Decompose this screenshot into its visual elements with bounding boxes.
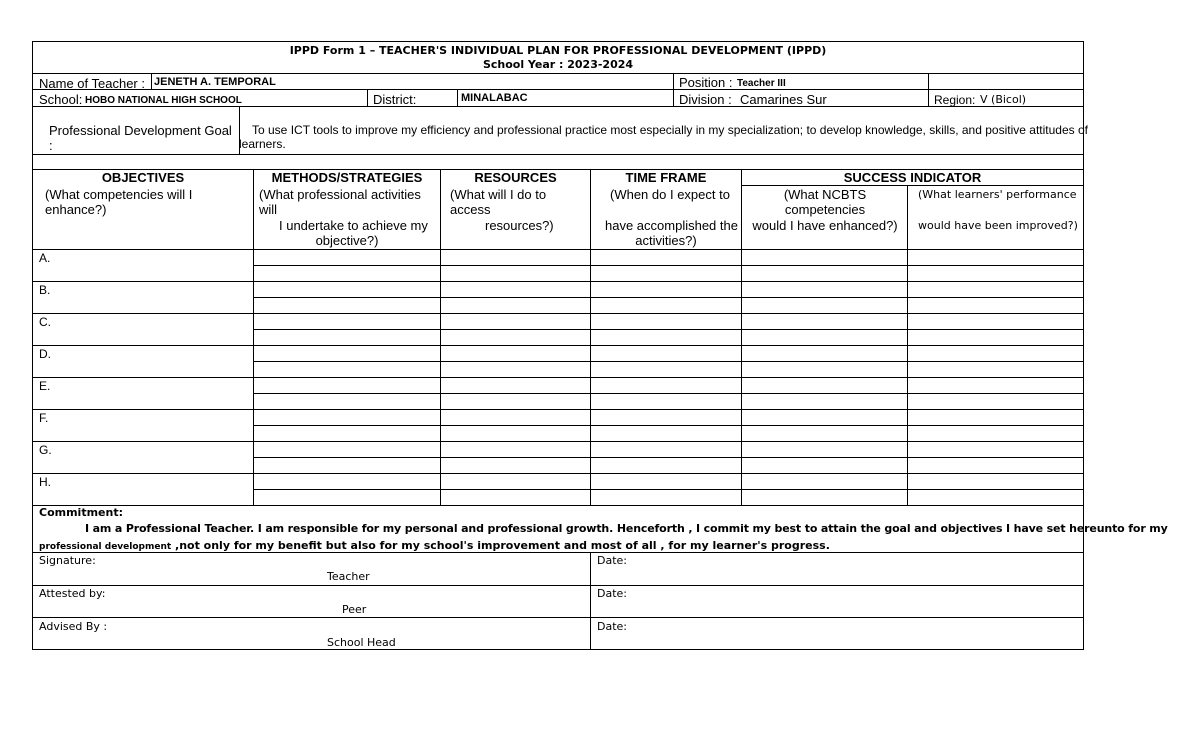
row-label-b: B. xyxy=(39,283,51,297)
methods-question-line3: I undertake to achieve my xyxy=(279,218,428,233)
region-value[interactable]: V (Bicol) xyxy=(980,93,1027,106)
timeframe-header: TIME FRAME xyxy=(625,170,707,185)
attested-by-label: Attested by: xyxy=(39,587,106,600)
school-value[interactable]: HOBO NATIONAL HIGH SCHOOL xyxy=(85,95,242,106)
resources-header: RESOURCES xyxy=(474,170,557,185)
region-label: Region: xyxy=(934,93,976,107)
ncbts-question-line2: competencies xyxy=(784,202,866,217)
row-label-e: E. xyxy=(39,379,51,393)
division-value[interactable]: Camarines Sur xyxy=(740,92,827,107)
position-label: Position : xyxy=(679,75,733,90)
peer-caption: Peer xyxy=(342,603,367,616)
name-of-teacher-label: Name of Teacher : xyxy=(39,76,145,91)
division-label: Division : xyxy=(679,92,732,107)
advised-by-label: Advised By : xyxy=(39,620,108,633)
signature-label: Signature: xyxy=(39,554,96,567)
goal-text-line2[interactable]: learners. xyxy=(239,137,286,151)
resources-question-line3: resources?) xyxy=(485,218,554,233)
goal-label-colon: : xyxy=(49,138,53,153)
teacher-name-value[interactable]: JENETH A. TEMPORAL xyxy=(154,76,276,88)
timeframe-question-line3: activities?) xyxy=(635,233,697,248)
advised-date-label[interactable]: Date: xyxy=(597,620,627,633)
objectives-header: OBJECTIVES xyxy=(101,170,185,185)
methods-question-line1: (What professional activities xyxy=(259,187,421,202)
objectives-question-line1: (What competencies will I xyxy=(45,187,193,202)
success-indicator-header: SUCCESS INDICATOR xyxy=(843,170,982,185)
school-head-caption: School Head xyxy=(327,636,396,649)
timeframe-question-line1: (When do I expect to xyxy=(610,187,730,202)
methods-header: METHODS/STRATEGIES xyxy=(271,170,423,185)
ncbts-question-line1: (What NCBTS xyxy=(783,187,867,202)
ippd-form xyxy=(32,41,1168,650)
timeframe-question-line2: have accomplished the xyxy=(605,218,738,233)
attested-date-label[interactable]: Date: xyxy=(597,587,627,600)
school-label: School: xyxy=(39,92,83,107)
row-label-c: C. xyxy=(39,315,51,329)
school-year: School Year : 2023-2024 xyxy=(482,58,634,71)
teacher-caption: Teacher xyxy=(327,570,370,583)
district-label: District: xyxy=(373,92,417,107)
methods-question-line4: objective?) xyxy=(315,233,379,248)
row-label-h: H. xyxy=(39,475,51,489)
row-label-d: D. xyxy=(39,347,51,361)
position-value[interactable]: Teacher III xyxy=(737,78,786,89)
resources-question-line1: (What will I do to xyxy=(450,187,547,202)
commitment-line2-b: ,not only for my benefit but also for my school's improvement and most of all , for my learner's progress. xyxy=(171,539,830,552)
learners-question-line1: (What learners' performance xyxy=(918,188,1077,201)
methods-question-line2: will xyxy=(259,202,278,217)
signature-date-label[interactable]: Date: xyxy=(597,554,627,567)
row-label-g: G. xyxy=(39,443,52,457)
row-label-a: A. xyxy=(39,251,51,265)
commitment-line2-a: professional development xyxy=(39,542,172,552)
form-title: IPPD Form 1 – TEACHER'S INDIVIDUAL PLAN FOR PROFESSIONAL DEVELOPMENT (IPPD) xyxy=(289,44,827,57)
row-label-f: F. xyxy=(39,411,49,425)
ncbts-question-line3: would I have enhanced?) xyxy=(752,218,898,233)
district-value[interactable]: MINALABAC xyxy=(461,92,528,104)
commitment-line1: I am a Professional Teacher. I am responsible for my personal and professional growth. Henceforth , I commit my best to attain the goal and objectives I have set hereunto for my xyxy=(85,522,1168,535)
objectives-question-line2: enhance?) xyxy=(45,202,107,217)
resources-question-line2: access xyxy=(450,202,491,217)
goal-label: Professional Development Goal xyxy=(49,123,232,138)
commitment-title: Commitment: xyxy=(39,506,123,519)
goal-text-line1[interactable]: To use ICT tools to improve my efficiency and professional practice most especially in my specialization; to develop knowledge, skills, and positive attitudes of xyxy=(252,123,1088,137)
learners-question-line2: would have been improved?) xyxy=(918,219,1078,232)
